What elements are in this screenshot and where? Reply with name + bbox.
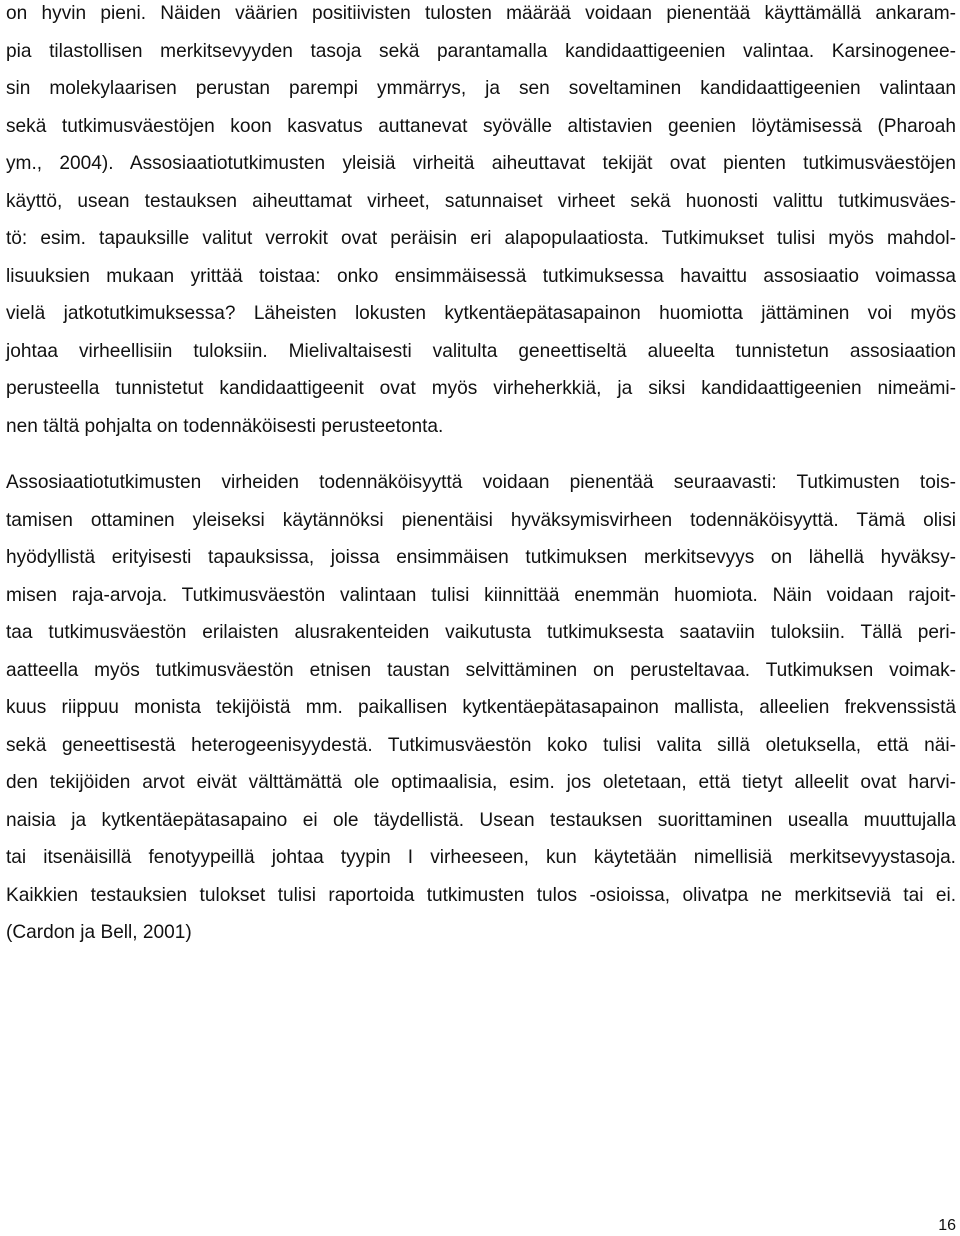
text-line: tai itsenäisillä fenotyypeillä johtaa tyypin I virheeseen, kun käytetään nimellisiä merkitsevyystasoja. — [6, 847, 956, 868]
text-line: käyttö, usean testauksen aiheuttamat virheet, satunnaiset virheet sekä huonosti valittu tutkimusväes- — [6, 190, 956, 212]
paragraph-2 — [6, 464, 956, 952]
text-line: vielä jatkotutkimuksessa? Läheisten lokusten kytkentäepätasapainon huomiotta jättäminen voi myös — [6, 303, 956, 324]
text-line: den tekijöiden arvot eivät välttämättä ole optimaalisia, esim. jos oletetaan, että tietyt alleelit ovat harvi- — [6, 772, 956, 793]
text-line: sekä tutkimusväestöjen koon kasvatus auttanevat syövälle altistavien geenien löytämisessä (Pharoah — [6, 115, 956, 137]
text-line: misen raja-arvoja. Tutkimusväestön valintaan tulisi kiinnittää enemmän huomiota. Näin voidaan rajoit- — [6, 584, 956, 606]
text-line: (Cardon ja Bell, 2001) — [6, 922, 192, 943]
text-line: kuus riippuu monista tekijöistä mm. paikallisen kytkentäepätasapainon mallista, alleelien frekvenssistä — [6, 697, 956, 718]
text-line: johtaa virheellisiin tuloksiin. Mielivaltaisesti valitulta geneettiseltä alueelta tunnistetun assosiaation — [6, 340, 956, 362]
page-number: 16 — [938, 1217, 956, 1234]
text-line: tamisen ottaminen yleiseksi käytännöksi pienentäisi hyväksymisvirheen todennäköisyyttä. Tämä olisi — [6, 509, 956, 531]
text-line: on hyvin pieni. Näiden väärien positiivisten tulosten määrää voidaan pienentää käyttämällä ankaram- — [6, 3, 956, 24]
text-line: sekä geneettisestä heterogeenisyydestä. Tutkimusväestön koko tulisi valita sillä oletuksella, että näi- — [6, 734, 956, 756]
paragraph-1 — [6, 0, 956, 445]
text-line: Kaikkien testauksien tulokset tulisi raportoida tutkimusten tulos -osioissa, olivatpa ne merkitseviä tai ei. — [6, 884, 956, 906]
text-line: Assosiaatiotutkimusten virheiden todennäköisyyttä voidaan pienentää seuraavasti: Tutkimusten tois- — [6, 472, 956, 493]
text-line: tö: esim. tapauksille valitut verrokit ovat peräisin eri alapopulaatiosta. Tutkimukset tulisi myös mahdol- — [6, 228, 956, 249]
text-line: nen tältä pohjalta on todennäköisesti perusteetonta. — [6, 415, 444, 437]
text-line: ym., 2004). Assosiaatiotutkimusten yleisiä virheitä aiheuttavat tekijät ovat pienten tutkimusväestöjen — [6, 153, 956, 174]
text-line: aatteella myös tutkimusväestön etnisen taustan selvittäminen on perusteltavaa. Tutkimuksen voimak- — [6, 659, 956, 681]
text-line: pia tilastollisen merkitsevyyden tasoja sekä parantamalla kandidaattigeenien valintaa. Karsinogenee- — [6, 40, 956, 62]
text-line: taa tutkimusväestön erilaisten alusrakenteiden vaikutusta tutkimuksesta saataviin tuloksiin. Tällä peri- — [6, 622, 956, 643]
text-line: lisuuksien mukaan yrittää toistaa: onko ensimmäisessä tutkimuksessa havaittu assosiaatio voimassa — [6, 265, 956, 287]
text-line: sin molekylaarisen perustan parempi ymmärrys, ja sen soveltaminen kandidaattigeenien valintaan — [6, 78, 956, 99]
text-line: perusteella tunnistetut kandidaattigeenit ovat myös virheherkkiä, ja siksi kandidaattigeenien nimeämi- — [6, 378, 956, 399]
text-line: hyödyllistä erityisesti tapauksissa, joissa ensimmäisen tutkimuksen merkitsevyys on lähellä hyväksy- — [6, 547, 956, 568]
text-line: naisia ja kytkentäepätasapaino ei ole täydellistä. Usean testauksen suorittaminen usealla muuttujalla — [6, 809, 956, 831]
